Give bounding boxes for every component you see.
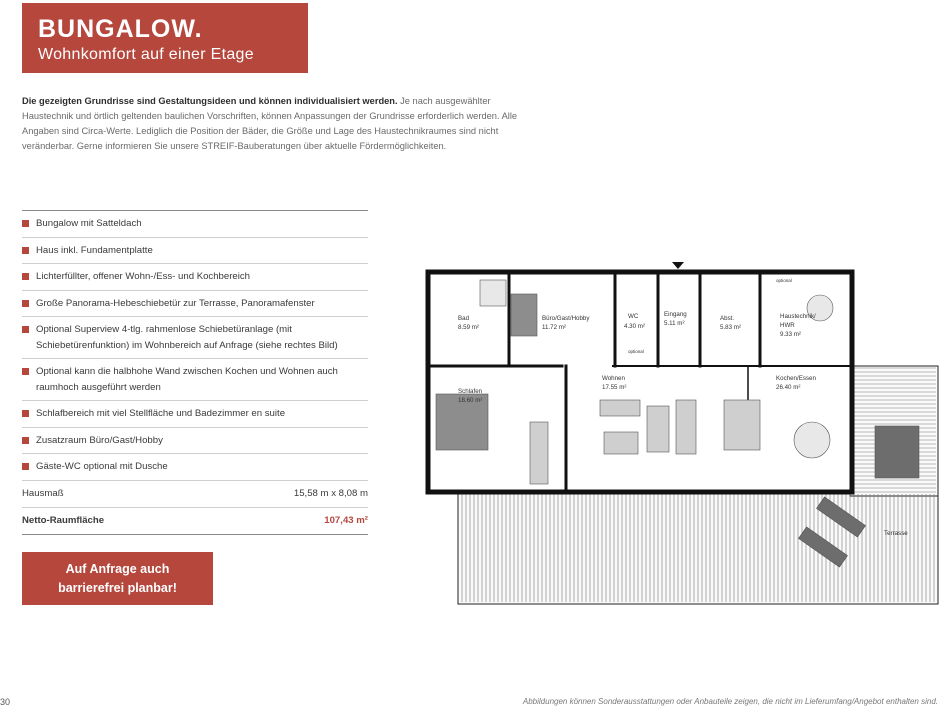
feature-text: Gäste-WC optional mit Dusche xyxy=(36,461,168,472)
feature-text: Schlafbereich mit viel Stellfläche und Badezimmer en suite xyxy=(36,408,286,419)
floor-plan xyxy=(418,256,940,608)
bullet-icon xyxy=(22,368,29,375)
area-value: 107,43 m² xyxy=(324,514,368,526)
feature-item xyxy=(22,238,368,265)
accessible-callout xyxy=(22,552,213,605)
wc-optional-label: optional xyxy=(628,349,644,354)
room-buero-area: 11.72 m² xyxy=(542,324,566,331)
bullet-icon xyxy=(22,300,29,307)
feature-text: Große Panorama-Hebeschiebetür zur Terrasse, Panoramafenster xyxy=(36,297,315,309)
bullet-icon xyxy=(22,463,29,470)
room-schlafen-area: 18.60 m² xyxy=(458,397,483,404)
dimensions-label: Hausmaß xyxy=(22,487,64,499)
feature-text: Lichterfüllter, offener Wohn-/Ess- und Kochbereich xyxy=(36,271,251,282)
page-title: BUNGALOW. xyxy=(38,15,203,43)
feature-item xyxy=(22,211,368,238)
room-abst-name: Abst. xyxy=(720,315,735,322)
callout-line-2: barrierefrei planbar! xyxy=(58,581,177,595)
room-hwr-name: Haustechnik/ xyxy=(780,313,816,320)
cabinet-icon xyxy=(676,400,696,454)
room-abst-area: 5.83 m² xyxy=(720,324,741,331)
table-icon xyxy=(604,432,638,454)
callout-line-1: Auf Anfrage auch xyxy=(65,562,170,576)
desk-icon xyxy=(511,294,537,336)
room-kochen-name: Kochen/Essen xyxy=(776,375,816,382)
room-bad-area: 8.59 m² xyxy=(458,324,479,331)
feature-item xyxy=(22,291,368,318)
intro-text: Je nach ausgewählter Haustechnik und örtlich geltenden baulichen Vorschriften, können Anpassungen der Grundrisse erforderlich werden. Alle Angaben sind Circa-Werte. Lediglich die Position der Bäder, die Größe und Lage des Haustechnikraumes sind nicht veränderbar. Gerne informieren Sie unsere STREIF-Bauberatungen über aktuelle Fördermöglichkeiten. xyxy=(22,96,518,151)
room-wohnen-area: 17.55 m² xyxy=(602,384,627,391)
room-bad-name: Bad xyxy=(458,315,470,322)
terrace-label: Terrasse xyxy=(884,530,908,537)
page-number: 30 xyxy=(0,697,11,707)
bullet-icon xyxy=(22,326,29,333)
room-wc-name: WC xyxy=(628,313,639,320)
footnote: Abbildungen können Sonderausstattungen oder Anbauteile zeigen, die nicht im Lieferumfang/Angebot enthalten sind. xyxy=(522,697,938,706)
feature-text: Haus inkl. Fundamentplatte xyxy=(36,244,153,256)
bullet-icon xyxy=(22,410,29,417)
feature-text: Bungalow mit Satteldach xyxy=(36,218,142,229)
room-hwr-name2: HWR xyxy=(780,322,795,329)
bullet-icon xyxy=(22,273,29,280)
terrace-table-icon xyxy=(875,426,919,478)
room-hwr-area: 9.33 m² xyxy=(780,331,801,338)
feature-item xyxy=(22,428,368,455)
feature-item xyxy=(22,454,368,481)
room-kochen-area: 26.40 m² xyxy=(776,384,801,391)
bullet-icon xyxy=(22,437,29,444)
dining-table-icon xyxy=(794,422,830,458)
page-subtitle: Wohnkomfort auf einer Etage xyxy=(38,46,254,63)
title-banner xyxy=(22,3,308,73)
room-eingang-area: 5.11 m² xyxy=(664,320,685,327)
intro-bold: Die gezeigten Grundrisse sind Gestaltungsideen und können individualisiert werden. xyxy=(22,96,398,106)
room-wc-area: 4.30 m² xyxy=(624,323,645,330)
feature-text: Optional Superview 4-tlg. rahmenlose Schiebetüranlage (mit Schiebetürenfunktion) im Wohnbereich auf Anfrage (siehe rechtes Bild) xyxy=(36,324,338,351)
area-label: Netto-Raumfläche xyxy=(22,514,105,526)
area-row xyxy=(22,508,368,535)
hwr-optional-label: optional xyxy=(776,278,792,283)
wardrobe-icon xyxy=(530,422,548,484)
feature-text: Zusatzraum Büro/Gast/Hobby xyxy=(36,434,163,446)
intro-paragraph xyxy=(22,94,534,154)
feature-item xyxy=(22,359,368,401)
dimensions-row xyxy=(22,481,368,508)
feature-text: Optional kann die halbhohe Wand zwischen Kochen und Wohnen auch raumhoch ausgeführt werden xyxy=(36,366,338,393)
feature-item xyxy=(22,317,368,359)
feature-item xyxy=(22,401,368,428)
sofa-2-icon xyxy=(647,406,669,452)
bullet-icon xyxy=(22,220,29,227)
bullet-icon xyxy=(22,247,29,254)
shower-icon xyxy=(480,280,506,306)
entrance-arrow-icon xyxy=(672,262,684,269)
sofa-icon xyxy=(600,400,640,416)
kitchen-island-icon xyxy=(724,400,760,450)
dimensions-value: 15,58 m x 8,08 m xyxy=(293,487,368,499)
terrace-deck xyxy=(458,366,938,604)
room-buero-name: Büro/Gast/Hobby xyxy=(542,315,590,322)
room-wohnen-name: Wohnen xyxy=(602,375,625,382)
feature-item xyxy=(22,264,368,291)
room-eingang-name: Eingang xyxy=(664,311,687,318)
room-schlafen-name: Schlafen xyxy=(458,388,483,395)
feature-list xyxy=(22,210,368,535)
